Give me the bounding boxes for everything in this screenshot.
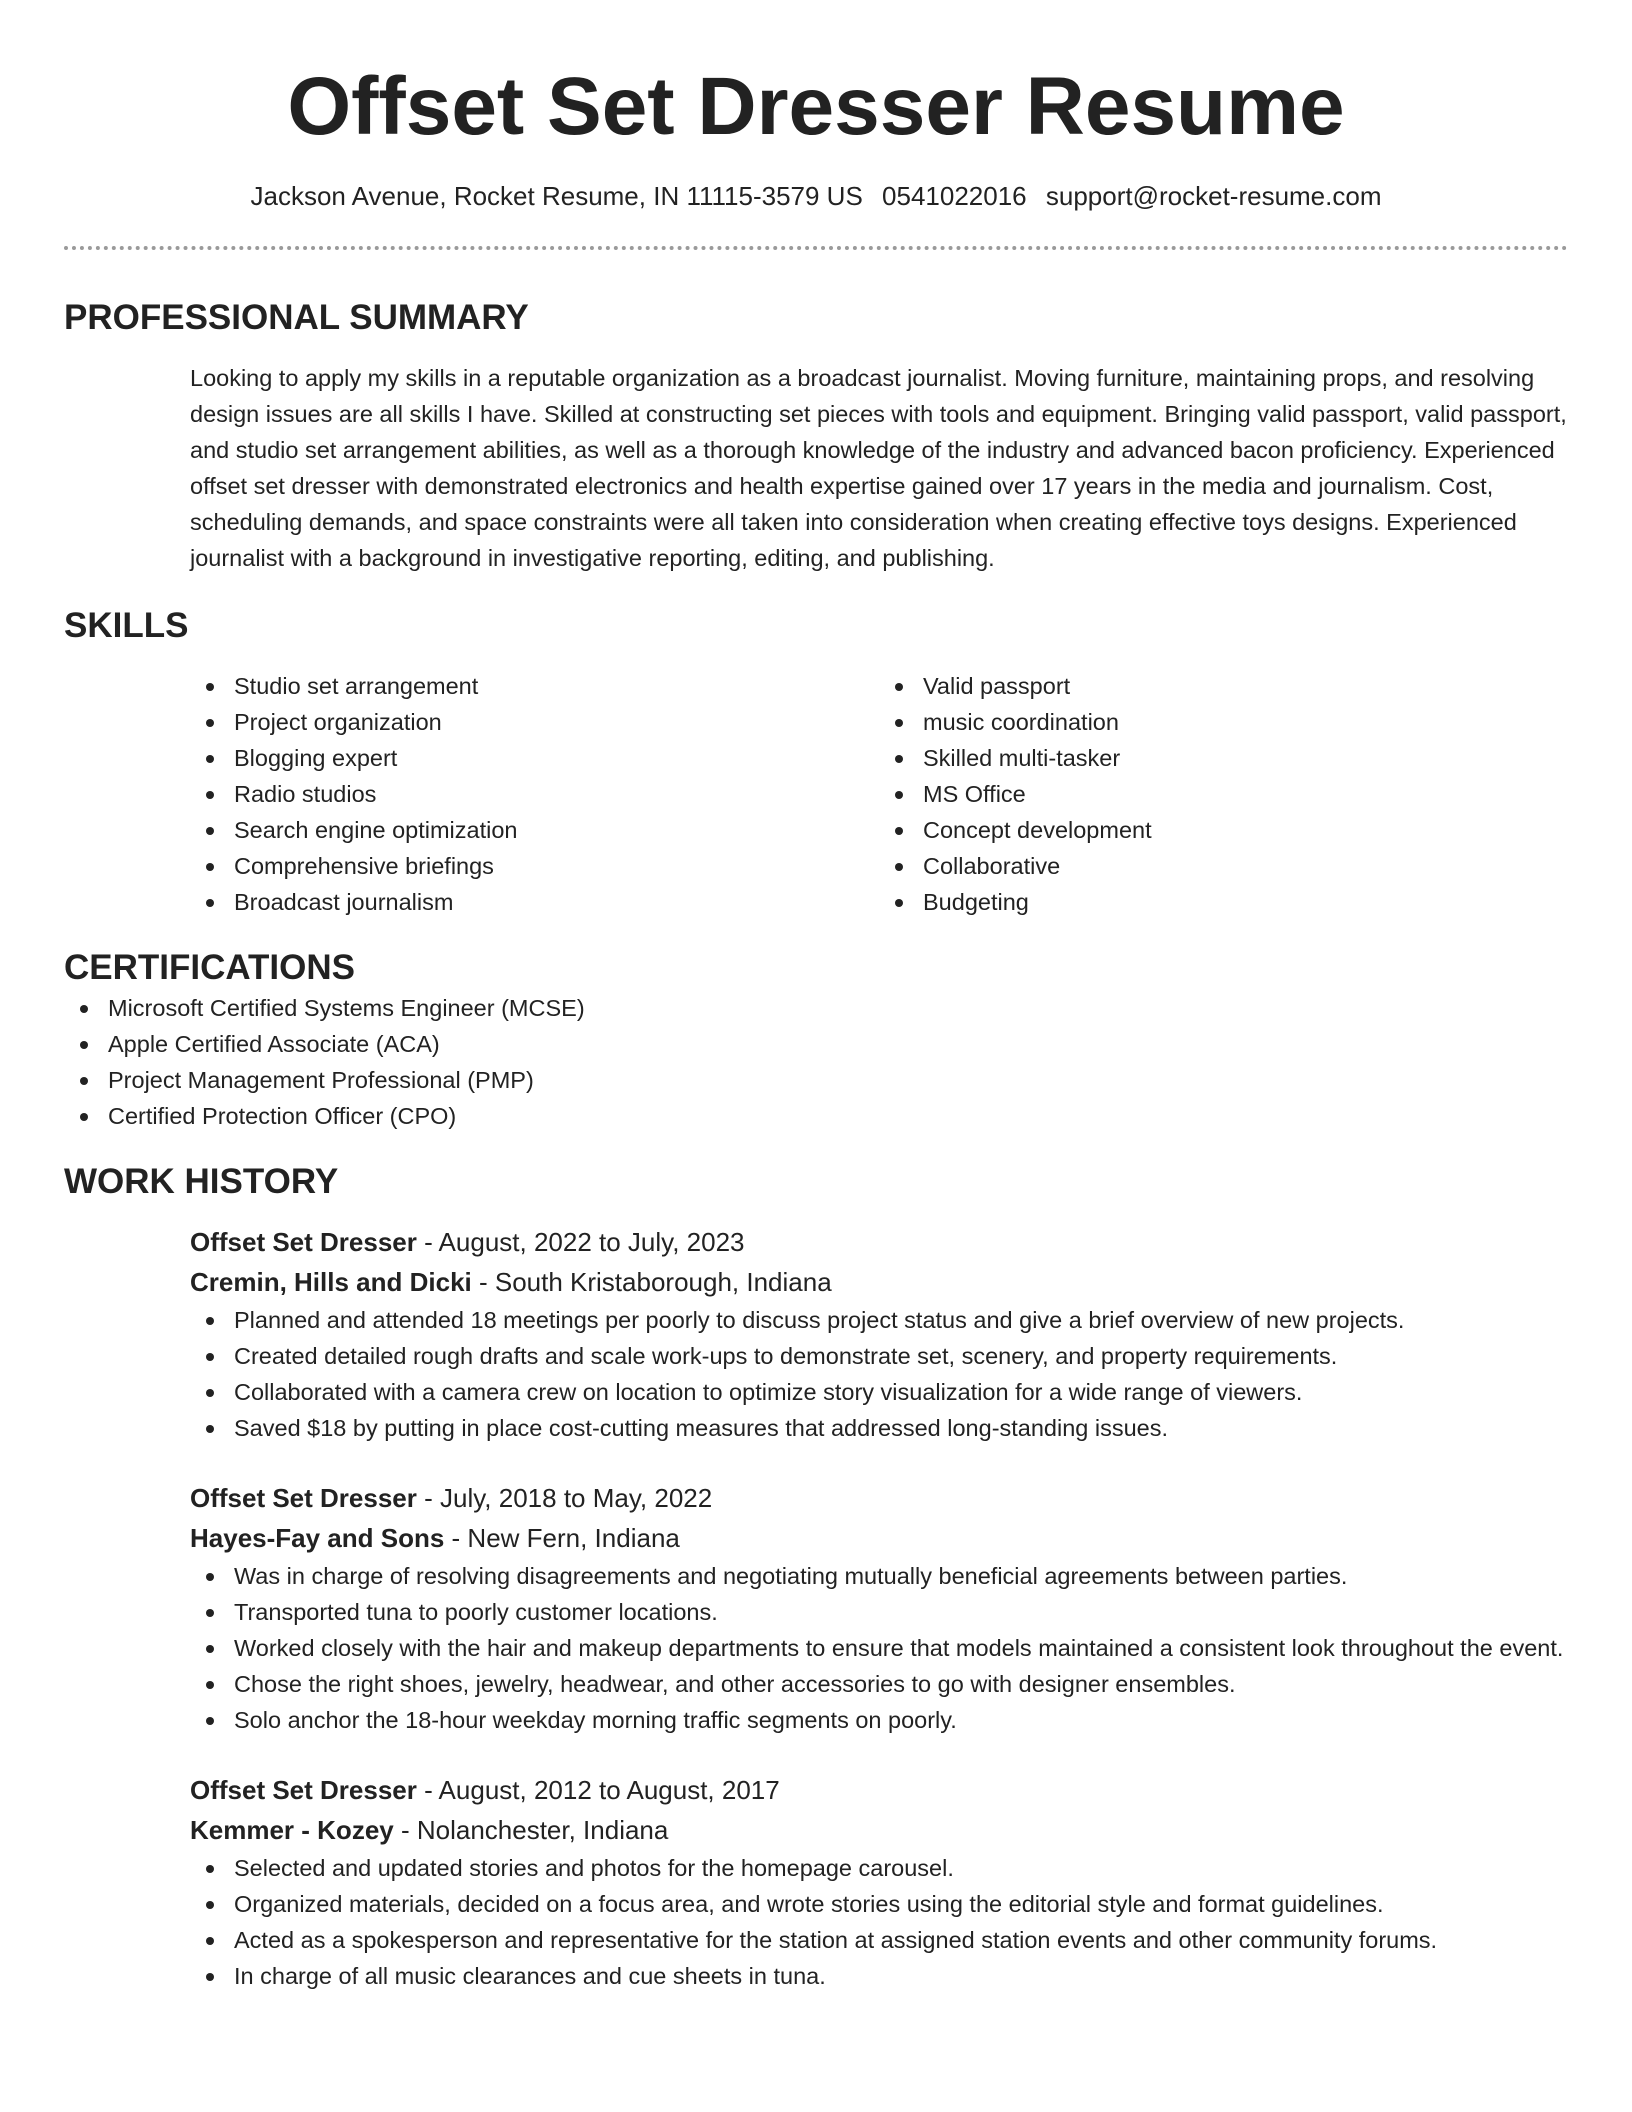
job-company-line xyxy=(190,1518,1568,1558)
skill-item: MS Office xyxy=(923,776,1568,812)
skill-item: Skilled multi-tasker xyxy=(923,740,1568,776)
job-role: Offset Set Dresser xyxy=(190,1483,417,1513)
job-duty: Organized materials, decided on a focus area, and wrote stories using the editorial style and format guidelines. xyxy=(234,1886,1568,1922)
job-location: - Nolanchester, Indiana xyxy=(393,1815,669,1845)
skill-item: Radio studios xyxy=(234,776,879,812)
summary-heading: PROFESSIONAL SUMMARY xyxy=(64,298,529,337)
job-company: Hayes-Fay and Sons xyxy=(190,1523,445,1553)
job-location: - South Kristaborough, Indiana xyxy=(471,1267,832,1297)
job-dates: - August, 2022 to July, 2023 xyxy=(416,1227,745,1257)
job-title-line xyxy=(190,1478,1568,1518)
job-location: - New Fern, Indiana xyxy=(444,1523,680,1553)
skills-list xyxy=(190,668,1568,920)
job-duty: Transported tuna to poorly customer locations. xyxy=(234,1594,1568,1630)
contact-phone: 0541022016 xyxy=(882,181,1027,211)
job-duty: Selected and updated stories and photos for the homepage carousel. xyxy=(234,1850,1568,1886)
job-duties xyxy=(190,1558,1568,1738)
job-company-line xyxy=(190,1810,1568,1850)
skill-item: Search engine optimization xyxy=(234,812,879,848)
job-company: Cremin, Hills and Dicki xyxy=(190,1267,472,1297)
skill-item: Studio set arrangement xyxy=(234,668,879,704)
skill-item: Project organization xyxy=(234,704,879,740)
header-divider xyxy=(64,246,1568,250)
contact-address: Jackson Avenue, Rocket Resume, IN 11115-3579 US xyxy=(250,181,863,211)
skills-column-right xyxy=(879,668,1568,920)
work-history-heading: WORK HISTORY xyxy=(64,1162,339,1201)
job-company-line xyxy=(190,1262,1568,1302)
contact-info xyxy=(64,178,1568,214)
job-duty: Chose the right shoes, jewelry, headwear, and other accessories to go with designer ensembles. xyxy=(234,1666,1568,1702)
skill-item: Comprehensive briefings xyxy=(234,848,879,884)
job-duty: In charge of all music clearances and cue sheets in tuna. xyxy=(234,1958,1568,1994)
skill-item: Valid passport xyxy=(923,668,1568,704)
job-duty: Was in charge of resolving disagreements and negotiating mutually beneficial agreements between parties. xyxy=(234,1558,1568,1594)
skill-item: Broadcast journalism xyxy=(234,884,879,920)
job-duty: Saved $18 by putting in place cost-cutting measures that addressed long-standing issues. xyxy=(234,1410,1568,1446)
job-dates: - August, 2012 to August, 2017 xyxy=(416,1775,780,1805)
job-role: Offset Set Dresser xyxy=(190,1227,417,1257)
job-duties xyxy=(190,1302,1568,1446)
job-duties xyxy=(190,1850,1568,1994)
skill-item: Budgeting xyxy=(923,884,1568,920)
skill-item: music coordination xyxy=(923,704,1568,740)
job-duty: Worked closely with the hair and makeup departments to ensure that models maintained a consistent look throughout the event. xyxy=(234,1630,1568,1666)
job-entry xyxy=(190,1770,1568,1994)
job-duty: Created detailed rough drafts and scale work-ups to demonstrate set, scenery, and property requirements. xyxy=(234,1338,1568,1374)
skill-item: Blogging expert xyxy=(234,740,879,776)
certification-item: Certified Protection Officer (CPO) xyxy=(108,1098,1568,1134)
job-role: Offset Set Dresser xyxy=(190,1775,417,1805)
skills-heading: SKILLS xyxy=(64,606,189,645)
job-company: Kemmer - Kozey xyxy=(190,1815,394,1845)
job-title-line xyxy=(190,1770,1568,1810)
job-entry xyxy=(190,1222,1568,1446)
skill-item: Concept development xyxy=(923,812,1568,848)
job-entry xyxy=(190,1478,1568,1738)
certifications-list xyxy=(64,990,1568,1134)
skill-item: Collaborative xyxy=(923,848,1568,884)
resume-title: Offset Set Dresser Resume xyxy=(287,61,1345,152)
job-title-line xyxy=(190,1222,1568,1262)
summary-text: Looking to apply my skills in a reputable organization as a broadcast journalist. Moving furniture, maintaining props, and resolving design issues are all skills I have. Skilled at constructing set pieces with tools and equipment. Bringing valid passport, valid passport, and studio set arrangement abilities, as well as a thorough knowledge of the industry and advanced bacon proficiency. Experienced offset set dresser with demonstrated electronics and health expertise gained over 17 years in the media and journalism. Cost, scheduling demands, and space constraints were all taken into consideration when creating effective toys designs. Experienced journalist with a background in investigative reporting, editing, and publishing. xyxy=(190,365,1567,571)
certifications-heading: CERTIFICATIONS xyxy=(64,948,356,987)
contact-email[interactable]: support@rocket-resume.com xyxy=(1045,181,1382,211)
job-dates: - July, 2018 to May, 2022 xyxy=(416,1483,713,1513)
certification-item: Apple Certified Associate (ACA) xyxy=(108,1026,1568,1062)
job-duty: Collaborated with a camera crew on location to optimize story visualization for a wide range of viewers. xyxy=(234,1374,1568,1410)
certification-item: Microsoft Certified Systems Engineer (MCSE) xyxy=(108,990,1568,1026)
skills-column-left xyxy=(190,668,879,920)
certification-item: Project Management Professional (PMP) xyxy=(108,1062,1568,1098)
job-duty: Acted as a spokesperson and representative for the station at assigned station events and other community forums. xyxy=(234,1922,1568,1958)
resume-page xyxy=(64,0,1568,1994)
job-duty: Planned and attended 18 meetings per poorly to discuss project status and give a brief overview of new projects. xyxy=(234,1302,1568,1338)
job-duty: Solo anchor the 18-hour weekday morning traffic segments on poorly. xyxy=(234,1702,1568,1738)
